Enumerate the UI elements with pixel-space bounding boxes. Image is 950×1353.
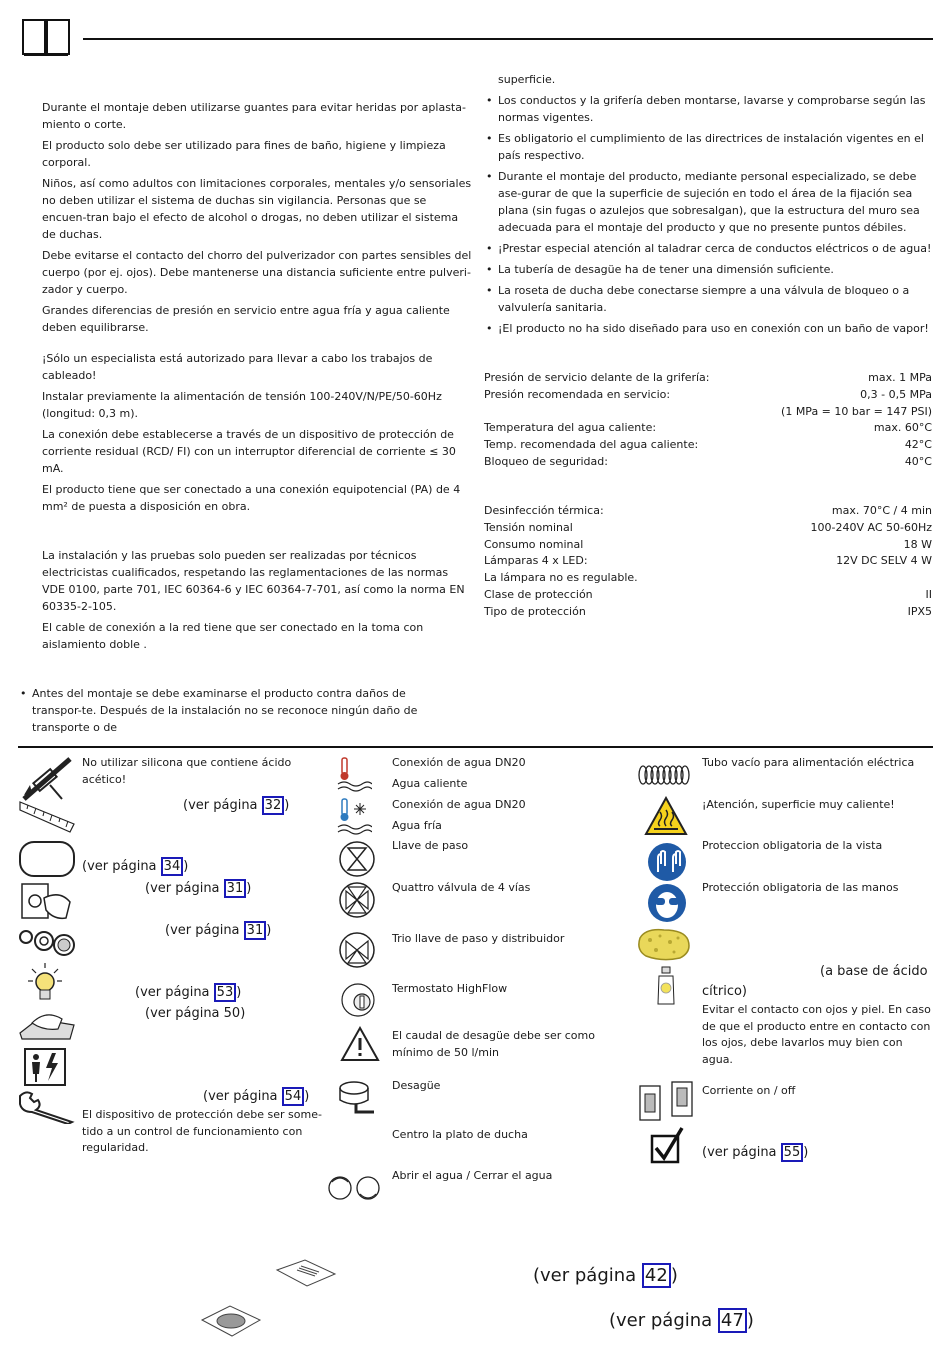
ref-prefix: (ver página	[183, 798, 262, 813]
transport-note	[18, 685, 458, 740]
specs-electrical-table	[484, 503, 932, 621]
thermostat-icon	[340, 982, 376, 1020]
spec-row	[484, 437, 932, 454]
spec-row	[484, 520, 932, 537]
bullet-item: • La tubería de desagüe ha de tener una dimensión suficiente.	[484, 261, 934, 278]
ref-prefix: (ver página	[145, 881, 224, 896]
spec-label: Lámparas 4 x LED:	[484, 554, 588, 568]
spec-label: Consumo nominal	[484, 537, 584, 551]
sponge-icon	[636, 926, 692, 962]
hot-surface-warning-icon	[644, 796, 688, 836]
spec-value: 40°C	[904, 454, 932, 468]
light-bulb-icon	[28, 963, 62, 1003]
spec-value: II	[925, 587, 932, 601]
spec-value: 0,3 - 0,5 MPa	[860, 387, 932, 401]
spec-label: Temperatura del agua caliente:	[484, 421, 657, 435]
bullet-item: • Antes del montaje se debe examinarse el producto contra daños de transpor-te. Después de la instalación no se reconoce ningún daño de transporte o de	[18, 685, 458, 736]
ref-suffix: )	[670, 1265, 678, 1286]
water-on-off-icon	[326, 1170, 384, 1206]
ref-suffix: )	[236, 985, 242, 1000]
safety-paragraph: El producto solo debe ser utilizado para fines de baño, higiene y limpieza corporal.	[42, 139, 446, 169]
safety-paragraph: Debe evitarse el contacto del chorro del pulverizador con partes sensibles del cuerpo (por ej. ojos). Debe mantenerse una distancia suficiente entre pulveri-zador y cuerpo.	[42, 249, 472, 296]
ref-suffix: )	[183, 859, 189, 874]
installation-section	[42, 547, 472, 657]
page-reference[interactable]	[702, 1143, 808, 1163]
page-link-42[interactable]: 42	[642, 1263, 671, 1288]
spec-label: Tensión nominal	[484, 520, 573, 534]
hand-mounting-icon	[20, 880, 72, 922]
spec-value: 42°C	[904, 438, 932, 452]
spec-row	[484, 387, 932, 404]
page-reference[interactable]	[135, 983, 241, 1003]
page-reference[interactable]	[203, 1087, 309, 1107]
hot-water-sublabel: Agua caliente	[392, 777, 468, 790]
spec-label: Presión de servicio delante de la grifería:	[484, 371, 710, 384]
installation-paragraph: La instalación y las pruebas solo pueden ser realizadas por técnicos electricistas cualificados, respetando las reglamentaciones de las normas VDE 0100, parte 701, IEC 60364-6 y IEC 60364-7-701, así como la norma EN 60335-2-105.	[42, 549, 465, 613]
spec-value: (1 MPa = 10 bar = 147 PSI)	[781, 404, 932, 418]
cold-water-icon	[336, 797, 372, 837]
citric-cleaner-bottle-icon	[655, 966, 677, 1006]
spec-row	[484, 553, 932, 570]
citric-warning-text: Evitar el contacto con ojos y piel. En caso de que el producto entre en contacto con los ojos, debe lavarlos muy bien con agua.	[702, 1003, 931, 1066]
conduit-tube-icon	[637, 764, 693, 786]
page-reference[interactable]	[183, 796, 289, 816]
fittings-parts-icon	[18, 925, 76, 959]
spec-value: 18 W	[903, 537, 932, 551]
spec-label: Tipo de protección	[484, 604, 586, 618]
spec-label: Presión recomendada en servicio:	[484, 387, 671, 401]
electrical-paragraph: ¡Sólo un especialista está autorizado para llevar a cabo los trabajos de cableado!	[42, 352, 433, 382]
bullet-continuation: superficie.	[498, 73, 556, 86]
ruler-icon	[18, 800, 76, 834]
spec-value: 12V DC SELV 4 W	[836, 554, 932, 568]
ref-suffix: )	[266, 923, 272, 938]
shower-tray-panel-illustration	[275, 1258, 337, 1288]
page-reference[interactable]	[533, 1263, 678, 1289]
gloves-mandatory-icon	[647, 842, 687, 882]
trio-valve-icon	[338, 931, 376, 969]
page-reference[interactable]	[145, 879, 251, 899]
electrical-section	[42, 350, 472, 519]
bullet-item: • Es obligatorio el cumplimiento de las directrices de instalación vigentes en el país respectivo.	[484, 130, 934, 164]
rounded-frame-icon	[18, 840, 76, 878]
page-reference[interactable]	[82, 857, 188, 877]
trio-valve-label: Trio llave de paso y distribuidor	[392, 932, 565, 945]
ref-prefix: (ver página	[609, 1310, 718, 1331]
page-link-53[interactable]: 53	[214, 983, 237, 1002]
page-link-32[interactable]: 32	[262, 796, 285, 815]
eye-protection-label: Proteccion obligatoria de la vista	[702, 839, 883, 852]
installation-bullets	[484, 71, 934, 341]
spec-value: 100-240V AC 50-60Hz	[810, 520, 932, 534]
hand-protection-label: Protección obligatoria de las manos	[702, 881, 899, 894]
ref-suffix: )	[803, 1145, 809, 1160]
ref-prefix: (ver página	[702, 1145, 781, 1160]
checkbox-tick-icon	[650, 1126, 686, 1164]
citric-label-line1: (a base de ácido	[820, 964, 928, 979]
specs-pressure-table	[484, 370, 932, 471]
water-on-off-label: Abrir el agua / Cerrar el agua	[392, 1169, 553, 1182]
spec-value: IPX5	[907, 604, 932, 618]
header-rule	[83, 38, 933, 40]
spec-label: Clase de protección	[484, 587, 593, 601]
page-reference[interactable]	[165, 921, 271, 941]
page-link-47[interactable]: 47	[718, 1308, 747, 1333]
bullet-item: • Los conductos y la grifería deben montarse, lavarse y comprobarse según las normas vigentes.	[484, 92, 934, 126]
stop-valve-label: Llave de paso	[392, 839, 469, 852]
electrical-paragraph: Instalar previamente la alimentación de tensión 100-240V/N/PE/50-60Hz (longitud: 0,3 m).	[42, 390, 442, 420]
spec-row	[484, 454, 932, 471]
ref-suffix: )	[246, 881, 252, 896]
goggles-mandatory-icon	[647, 883, 687, 923]
spec-value: max. 60°C	[873, 421, 932, 435]
page-link-54[interactable]: 54	[282, 1087, 305, 1106]
safety-paragraph: Niños, así como adultos con limitaciones corporales, mentales y/o sensoriales no deben utilizar el sistema de duchas sin vigilancia. Personas que se encuen-tran bajo el efecto de alcohol o drogas, no deben utilizar el sistema de duchas.	[42, 177, 472, 241]
spec-value: max. 1 MPa	[868, 371, 932, 384]
bullet-item: • ¡El producto no ha sido diseñado para uso en conexión con un baño de vapor!	[484, 320, 934, 337]
electrical-paragraph: La conexión debe establecerse a través de un dispositivo de protección de corriente residual (RCD/ FI) con un interruptor diferencial de corriente ≤ 30 mA.	[42, 428, 456, 475]
spec-row	[484, 587, 932, 604]
hot-surface-label: ¡Atención, superficie muy caliente!	[702, 798, 895, 811]
spec-row	[484, 370, 932, 387]
cold-water-sublabel: Agua fría	[392, 819, 442, 832]
hot-water-label: Conexión de agua DN20	[392, 756, 526, 769]
ref-prefix: (ver página	[135, 985, 214, 1000]
safety-paragraph: Grandes diferencias de presión en servicio entre agua fría y agua caliente deben equilibrarse.	[42, 304, 450, 334]
spec-row	[484, 604, 932, 621]
silicone-warning-text: No utilizar silicona que contiene ácido acético!	[82, 756, 292, 786]
drain-label: Desagüe	[392, 1079, 441, 1092]
spec-value: max. 70°C / 4 min	[831, 504, 932, 517]
spec-label: Desinfección térmica:	[484, 504, 604, 517]
spec-row	[484, 570, 932, 587]
shower-center-label: Centro la plato de ducha	[392, 1128, 528, 1141]
page-reference[interactable]	[609, 1308, 754, 1334]
ref-prefix: (ver página	[203, 1089, 282, 1104]
page-link-34[interactable]: 34	[161, 857, 184, 876]
wrench-icon	[18, 1090, 76, 1124]
power-switch-label: Corriente on / off	[702, 1084, 796, 1097]
safety-paragraph: Durante el montaje deben utilizarse guantes para evitar heridas por aplasta-miento o corte.	[42, 101, 466, 131]
ceiling-shower-plate-illustration	[200, 1302, 262, 1338]
cleaning-hand-icon	[18, 1007, 76, 1041]
quattro-valve-icon	[338, 881, 376, 919]
stop-valve-icon	[338, 840, 376, 878]
silicone-gun-icon	[20, 755, 74, 803]
ref-prefix: (ver página	[82, 859, 161, 874]
hot-water-icon	[336, 756, 372, 794]
section-divider	[18, 746, 933, 748]
spec-row	[484, 503, 932, 520]
ref-suffix: )	[746, 1310, 754, 1331]
warning-triangle-icon	[340, 1026, 380, 1062]
quattro-valve-label: Quattro válvula de 4 vías	[392, 881, 531, 894]
installation-paragraph: El cable de conexión a la red tiene que ser conectado en la toma con aislamiento doble .	[42, 621, 424, 651]
manual-book-icon	[22, 18, 72, 58]
page-link-31[interactable]: 31	[244, 921, 267, 940]
cold-water-label: Conexión de agua DN20	[392, 798, 526, 811]
spec-row	[484, 537, 932, 554]
safety-section	[42, 99, 472, 340]
power-switch-icon	[636, 1080, 696, 1124]
spec-label: Temp. recomendada del agua caliente:	[484, 438, 699, 452]
page-link-55[interactable]: 55	[781, 1143, 804, 1162]
bullet-item: • ¡Prestar especial atención al taladrar cerca de conductos eléctricos o de agua!	[484, 240, 934, 257]
citric-label-line2: cítrico)	[702, 984, 747, 999]
thermostat-label: Termostato HighFlow	[392, 982, 508, 995]
electrical-paragraph: El producto tiene que ser conectado a una conexión equipotencial (PA) de 4 mm² de puesta a disposición en obra.	[42, 483, 461, 513]
drain-icon	[336, 1078, 378, 1118]
electrician-icon	[24, 1048, 66, 1086]
bullet-item: • La roseta de ducha debe conectarse siempre a una válvula de bloqueo o a valvulería sanitaria.	[484, 282, 934, 316]
ref-prefix: (ver página	[533, 1265, 642, 1286]
bullet-item: • Durante el montaje del producto, mediante personal especializado, se debe ase-gurar de que la superficie de sujeción en todo el área de la fijación sea plana (sin fugas o azulejos que sobresalgan), que la estructura del muro sea adecuada para el montaje del producto y que no presente puntos débiles.	[484, 168, 934, 236]
conduit-label: Tubo vacío para alimentación eléctrica	[702, 756, 915, 769]
page-reference-50: (ver página 50)	[145, 1006, 246, 1021]
ref-suffix: )	[284, 798, 290, 813]
ref-prefix: (ver página	[165, 923, 244, 938]
ref-suffix: )	[304, 1089, 310, 1104]
maintenance-text: El dispositivo de protección debe ser some-tido a un control de funcionamiento con regularidad.	[82, 1108, 322, 1154]
flow-rate-warning: El caudal de desagüe debe ser como mínimo de 50 l/min	[392, 1029, 595, 1059]
page-link-31[interactable]: 31	[224, 879, 247, 898]
spec-label: Bloqueo de seguridad:	[484, 454, 608, 468]
spec-row	[484, 420, 932, 437]
spec-label: La lámpara no es regulable.	[484, 571, 638, 585]
